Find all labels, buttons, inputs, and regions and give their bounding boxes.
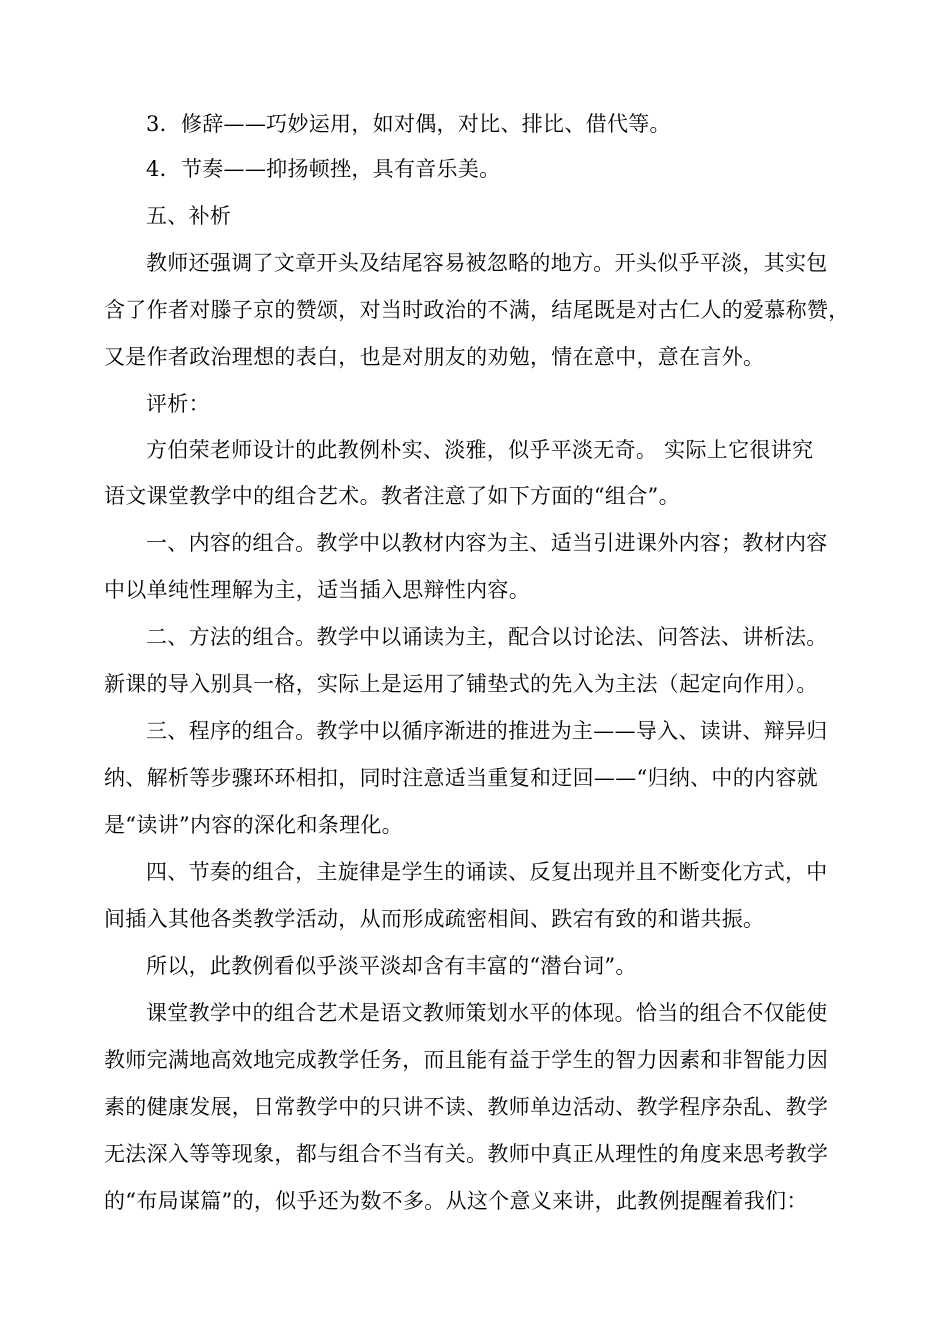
text-line: 间插入其他各类教学活动，从而形成疏密相间、跌宕有致的和谐共振。: [104, 907, 765, 931]
text-line: 四、节奏的组合，主旋律是学生的诵读、反复出现并且不断变化方式，中: [146, 860, 828, 884]
text-line: 纳、解析等步骤环环相扣，同时注意适当重复和迂回——“归纳、中的内容就: [104, 766, 818, 790]
text-line: 含了作者对滕子京的赞颂，对当时政治的不满，结尾既是对古仁人的爱慕称赞，: [104, 298, 850, 322]
text-line: 新课的导入别具一格，实际上是运用了铺垫式的先入为主法（起定向作用）。: [104, 672, 818, 696]
text-line: 无法深入等等现象，都与组合不当有关。教师中真正从理性的角度来思考教学: [104, 1142, 829, 1166]
text-line: 课堂教学中的组合艺术是语文教师策划水平的体现。恰当的组合不仅能使: [146, 1001, 828, 1025]
text-line: 3．修辞——巧妙运用，如对偶，对比、排比、借代等。: [146, 112, 671, 136]
text-line: 三、程序的组合。教学中以循序渐进的推进为主——导入、读讲、辩异归: [146, 719, 828, 743]
text-line: 一、内容的组合。教学中以教材内容为主、适当引进课外内容；教材内容: [146, 531, 828, 555]
text-line: 是“读讲”内容的深化和条理化。: [104, 813, 403, 837]
section-heading: 评析：: [146, 392, 210, 416]
text-line: 中以单纯性理解为主，适当插入思辩性内容。: [104, 578, 530, 602]
text-line: 方伯荣老师设计的此教例朴实、淡雅，似乎平淡无奇。 实际上它很讲究: [146, 438, 814, 462]
text-line: 二、方法的组合。教学中以诵读为主，配合以讨论法、问答法、讲析法。: [146, 625, 828, 649]
text-line: 语文课堂教学中的组合艺术。教者注意了如下方面的“组合”。: [104, 484, 680, 508]
text-line: 教师还强调了文章开头及结尾容易被忽略的地方。开头似乎平淡，其实包: [146, 251, 828, 275]
text-line: 又是作者政治理想的表白，也是对朋友的劝勉，情在意中，意在言外。: [104, 345, 765, 369]
text-line: 的“布局谋篇”的，似乎还为数不多。从这个意义来讲，此教例提醒着我们：: [104, 1189, 808, 1213]
text-line: 素的健康发展，日常教学中的只讲不读、教师单边活动、教学程序杂乱、教学: [104, 1095, 829, 1119]
text-line: 教师完满地高效地完成教学任务，而且能有益于学生的智力因素和非智能力因: [104, 1048, 829, 1072]
text-line: 所以，此教例看似乎淡平淡却含有丰富的“潜台词”。: [146, 954, 637, 978]
section-heading: 五、补析: [146, 204, 232, 228]
text-line: 4．节奏——抑扬顿挫，具有音乐美。: [146, 157, 501, 181]
